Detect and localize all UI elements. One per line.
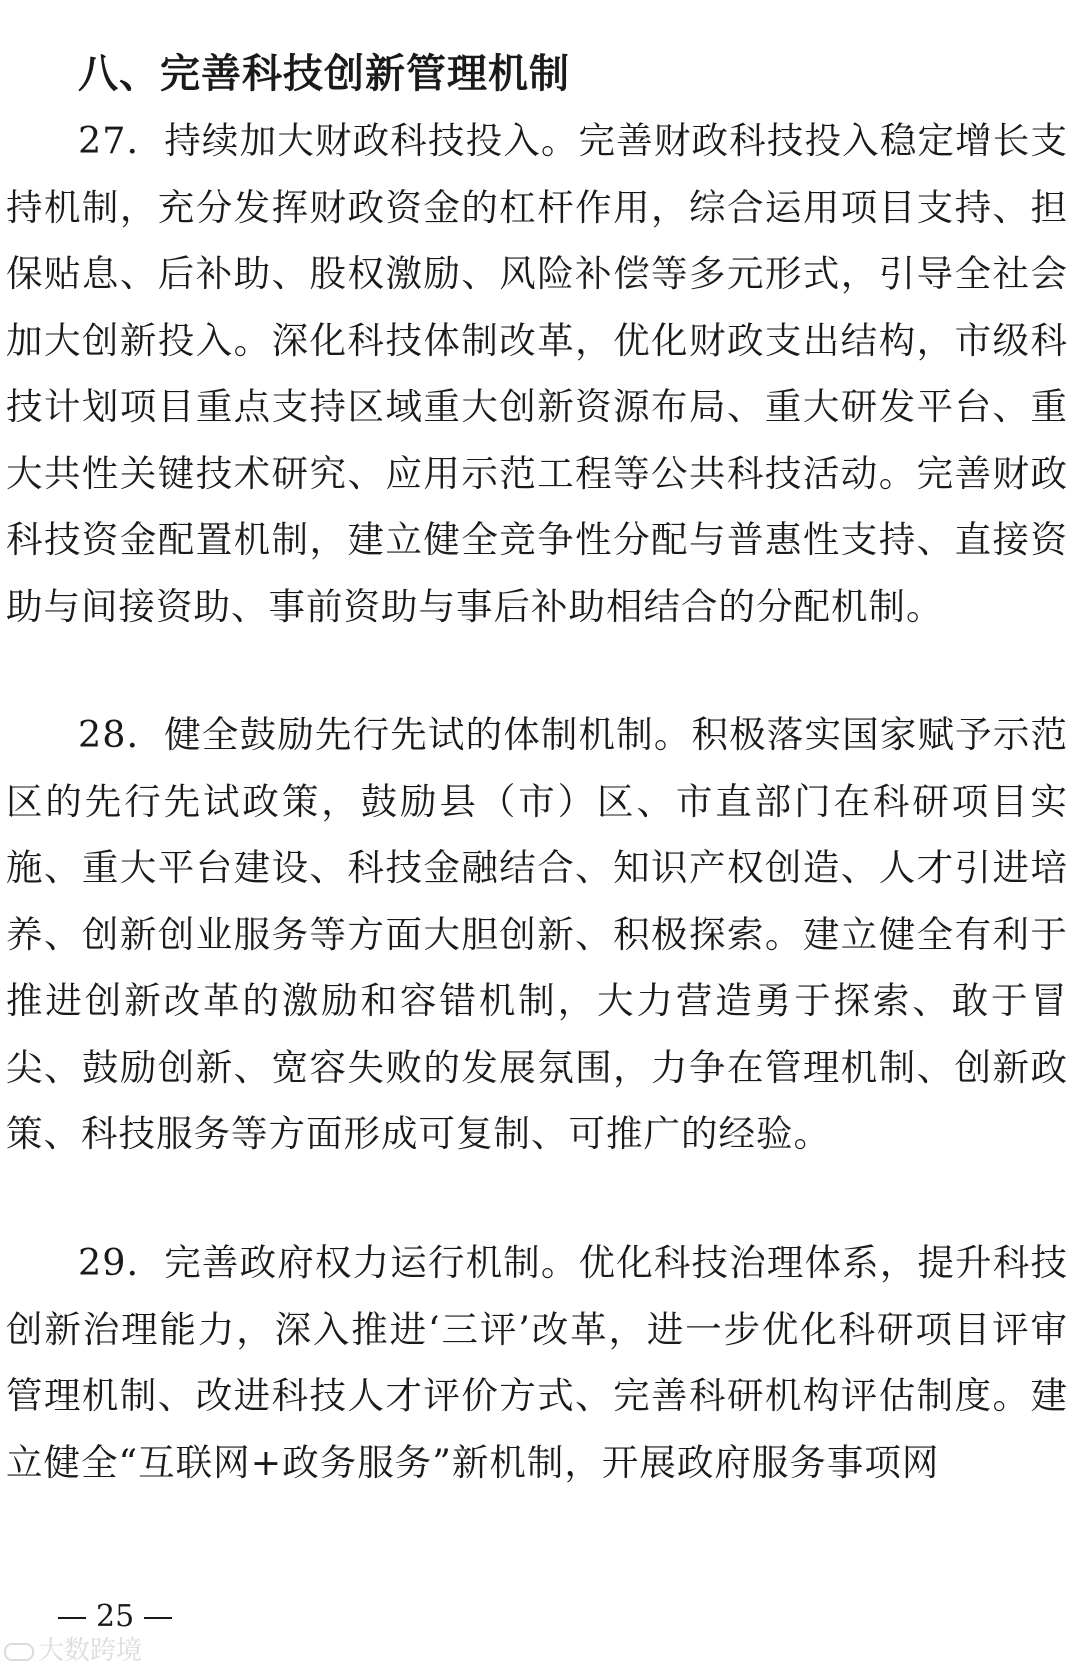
paragraph-27: 27．持续加大财政科技投入。完善财政科技投入稳定增长支持机制，充分发挥财政资金的杠杆作用，综合运用项目支持、担保贴息、后补助、股权激励、风险补偿等多元形式，引导全社会加大创新投入。深化科技体制改革，优化财政支出结构，市级科技计划项目重点支持区域重大创新资源布局、重大研发平台、重大共性关键技术研究、应用示范工程等公共科技活动。完善财政科技资金配置机制，建立健全竞争性分配与普惠性支持、直接资助与间接资助、事前资助与事后补助相结合的分配机制。 [6, 119, 1068, 628]
section-heading: 八、完善科技创新管理机制 [78, 51, 570, 97]
watermark [4, 1630, 142, 1667]
watermark-text: 大数跨境 [38, 1636, 143, 1666]
paragraph-28: 28．健全鼓励先行先试的体制机制。积极落实国家赋予示范区的先行先试政策，鼓励县（市）区、市直部门在科研项目实施、重大平台建设、科技金融结合、知识产权创造、人才引进培养、创新创业服务等方面大胆创新、积极探索。建立健全有利于推进创新改革的激励和容错机制，大力营造勇于探索、敢于冒尖、鼓励创新、宽容失败的发展氛围，力争在管理机制、创新政策、科技服务等方面形成可复制、可推广的经验。 [6, 713, 1068, 1155]
page-number: 25 [96, 1599, 135, 1634]
paragraph-29: 29．完善政府权力运行机制。优化科技治理体系，提升科技创新治理能力，深入推进‘三评’改革，进一步优化科研项目评审管理机制、改进科技人才评价方式、完善科研机构评估制度。建立健全“互联网+政务服务”新机制，开展政府服务事项网 [6, 1241, 1068, 1484]
footer-dash-right [144, 1617, 172, 1619]
footer-dash-left [58, 1617, 86, 1619]
watermark-logo-icon [4, 1643, 34, 1661]
